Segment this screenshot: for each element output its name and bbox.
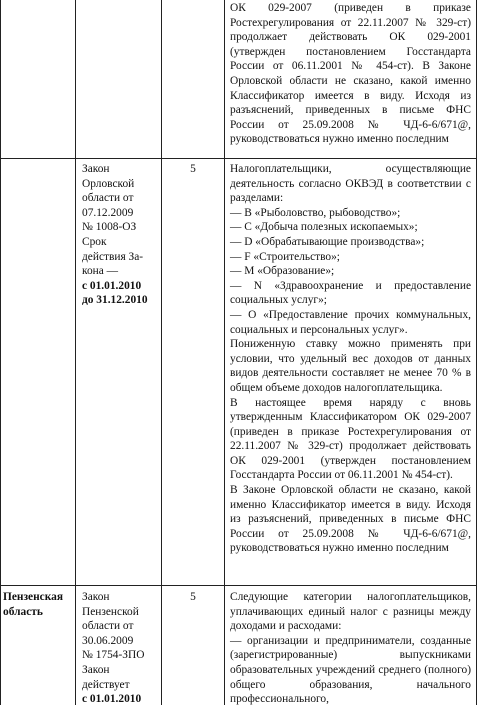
law-validity-start: с 01.01.2010 [82,279,142,292]
okved-section-d: — D «Обрабатывающие производства»; [230,235,425,248]
row3-intro: Следующие категории налогоплательщиков, уплачивающих единый налог с разницы между доходами и расходами: [230,591,471,633]
law-line: Срок [82,235,107,248]
row1-paragraph: ОК 029-2007 (приведен в приказе Ростехрегулирования от 22.11.2007 № 329-ст) продолжает действовать ОК 029-2001 (утвержден постановлением Госстандарта России от 06.11.2001 № 454-ст). В Законе Орловской области не сказано, какой именно Классификатор имеется в виду. Исходя из разъяснений, приведенных в письме ФНС России от 25.09.2008 № ЧД-6-6/671@, руководствоваться нужно именно последним [230,2,471,146]
law-validity-start: с 01.01.2010 [82,693,142,706]
row3-region-cell [3,590,75,619]
law-line: действует [82,678,130,691]
tax-rate-value: 5 [190,591,196,603]
law-line: действия За- [82,250,144,263]
law-line: Закон [82,163,110,175]
table-border-left [0,0,1,705]
okved-section-f: — F «Строительство»; [230,250,340,263]
row2-intro: Налогоплательщики, осуществляющие деятельность согласно ОКВЭД в соответствии с разделами: [230,163,471,205]
column-divider-region [75,0,76,705]
row3-law-cell [82,590,159,707]
okved-section-n: — N «Здравоохранение и предоставление социальных услуг»; [230,279,471,307]
law-line: Закон [82,663,110,676]
row2-rate-cell [162,162,224,177]
row3-rate-cell [162,590,224,605]
law-line: 07.12.2009 [82,206,134,219]
okved-section-o: — О «Предоставление прочих коммунальных, социальных и персональных услуг». [230,308,471,336]
row-divider-2 [0,585,477,586]
okved-section-b: — В «Рыболовство, рыбоводство»; [230,206,401,219]
law-line: области от [82,620,134,633]
okved-section-m: — M «Образование»; [230,265,335,278]
row2-condition: Пониженную ставку можно применять при условии, что удельный вес доходов от данных видов деятельности составляет не менее 70 % в общем объеме доходов налогоплательщика. [230,338,471,394]
law-line: области от [82,192,134,205]
law-validity-end: до 31.12.2010 [82,294,148,307]
row2-classifier-note: В настоящее время наряду с вновь утвержденным Классификатором ОК 029-2007 (приведен в приказе Ростехрегулирования от 22.11.2007 № 329-ст) продолжает действовать ОК 029-2001 (утвержден постановлением Госстандарта России от 06.11.2001 № 454-ст). [230,396,471,482]
law-line: № 1008-ОЗ [82,221,137,234]
column-divider-rate [224,0,225,705]
law-line: Закон [82,591,110,603]
region-name: Пензенская область [3,591,63,618]
law-line: кона — [82,265,119,278]
law-line: Орловской [82,177,135,190]
law-line: № 1754-ЗПО [82,649,145,662]
row3-category: — организации и предприниматели, созданные (зарегистрированные) выпускниками образовательных учреждений среднего (полного) общего образования, начального профессионального, [230,634,471,706]
row1-conditions-cell [230,1,471,147]
row2-law-cell [82,162,159,308]
law-line: 30.06.2009 [82,634,134,647]
row2-conditions-cell [230,162,471,556]
row3-conditions-cell [230,590,471,707]
row-divider-1 [0,158,477,159]
law-line: Пензенской [82,605,139,618]
tax-rate-value: 5 [190,163,196,175]
okved-section-c: — С «Добыча полезных ископаемых»; [230,221,418,234]
row2-clarification: В Законе Орловской области не сказано, какой именно Классификатор имеется в виду. Исходя из разъяснений, приведенных в письме ФНС России от 25.09.2008 № ЧД-6-6/671@, руководствоваться нужно именно последним [230,484,471,555]
